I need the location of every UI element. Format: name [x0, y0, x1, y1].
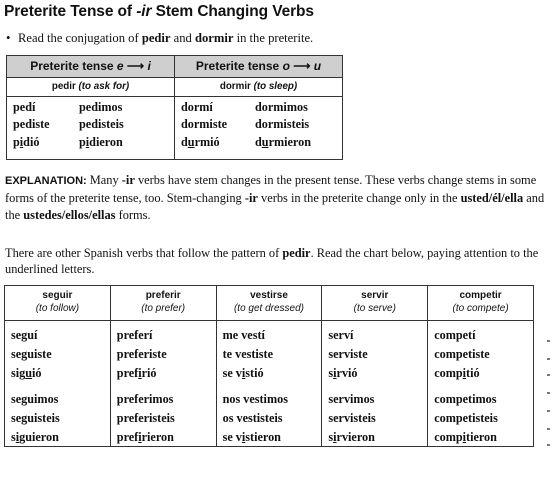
verb-form: pedí: [13, 100, 36, 114]
table-header-row: [7, 56, 342, 78]
verb-form: preferí: [116, 328, 153, 342]
verb-form: preferisteis: [116, 411, 175, 425]
verb-form: dormí: [181, 100, 213, 114]
instruction: • Read the conjugation of pedir and dormir in the preterite.: [6, 31, 314, 45]
subheader-pedir: pedir (to ask for): [51, 81, 130, 92]
verb-form: seguiste: [11, 347, 52, 361]
verb-form: competimos: [434, 392, 497, 406]
other-verbs-table: [4, 285, 534, 447]
header-servir: servir (to serve): [321, 286, 427, 320]
header-o-to-u: Preterite tense o ⟶ u: [174, 56, 342, 77]
verb-form: dormisteis: [255, 117, 310, 131]
verb-form: seguí: [11, 328, 38, 342]
verb-form: pedimos: [79, 100, 123, 114]
verb-form: compitieron: [434, 430, 497, 444]
verb-form: pedisteis: [79, 117, 124, 131]
verb-form: seguisteis: [11, 411, 60, 425]
verb-form: competiste: [434, 347, 490, 361]
verb-form: sirvieron: [328, 430, 375, 444]
verb-column-vestirse: [216, 321, 322, 446]
verb-form: serviste: [328, 347, 368, 361]
header-preferir: preferir (to prefer): [110, 286, 216, 320]
verb-column-preferir: [110, 321, 216, 446]
conjugation-table-pedir-dormir: [6, 55, 343, 160]
pedir-column: [7, 97, 174, 159]
verb-form: nos vestimos: [222, 392, 288, 406]
verb-form: se vistió: [222, 366, 264, 380]
table-header-row: [5, 286, 533, 321]
header-competir: competir (to compete): [427, 286, 533, 320]
verb-form: dormimos: [255, 100, 308, 114]
verb-column-competir: [427, 321, 533, 446]
verb-form: os vestisteis: [222, 411, 283, 425]
verb-form: durmió: [181, 135, 220, 149]
verb-form: pidió: [13, 135, 40, 149]
header-vestirse: vestirse (to get dressed): [216, 286, 322, 320]
header-e-to-i: Preterite tense e ⟶ i: [30, 59, 151, 73]
header-seguir: seguir (to follow): [35, 290, 80, 314]
table-subheader-row: [7, 78, 342, 97]
verb-form: servisteis: [328, 411, 376, 425]
verb-form: preferimos: [116, 392, 174, 406]
verb-form: prefirieron: [116, 430, 174, 444]
verb-form: me vestí: [222, 328, 265, 342]
verb-form: competí: [434, 328, 476, 342]
dormir-column: [174, 97, 342, 159]
verb-form: te vestiste: [222, 347, 274, 361]
page-title: Preterite Tense of -ir Stem Changing Verbs: [4, 3, 314, 20]
verb-form: siguió: [11, 366, 42, 380]
other-verbs-paragraph: There are other Spanish verbs that follow the pattern of pedir. Read the chart below, paying attention to the underlined letters.: [5, 246, 539, 276]
verb-form: dormiste: [181, 117, 228, 131]
verb-form: preferiste: [116, 347, 167, 361]
verb-form: pidieron: [79, 135, 123, 149]
verb-form: durmieron: [255, 135, 311, 149]
verb-form: seguimos: [11, 392, 59, 406]
explanation-paragraph: EXPLANATION: Many -ir verbs have stem changes in the present tense. These verbs change stems in some forms of the preterite tense, too. Stem-changing -ir verbs in the preterite change only in the usted/él/ella and the ustedes/ellos/ellas forms.: [5, 173, 545, 222]
subheader-dormir: dormir (to sleep): [174, 78, 342, 96]
verb-form: serví: [328, 328, 354, 342]
verb-form: se vistieron: [222, 430, 281, 444]
verb-form: competisteis: [434, 411, 498, 425]
margin-marks: [547, 340, 551, 450]
verb-column-servir: [321, 321, 427, 446]
verb-form: siguieron: [11, 430, 59, 444]
verb-form: pediste: [13, 117, 50, 131]
verb-form: servimos: [328, 392, 375, 406]
verb-column-seguir: [5, 321, 110, 446]
verb-form: sirvió: [328, 366, 358, 380]
verb-form: compitió: [434, 366, 480, 380]
verb-form: prefirió: [116, 366, 157, 380]
